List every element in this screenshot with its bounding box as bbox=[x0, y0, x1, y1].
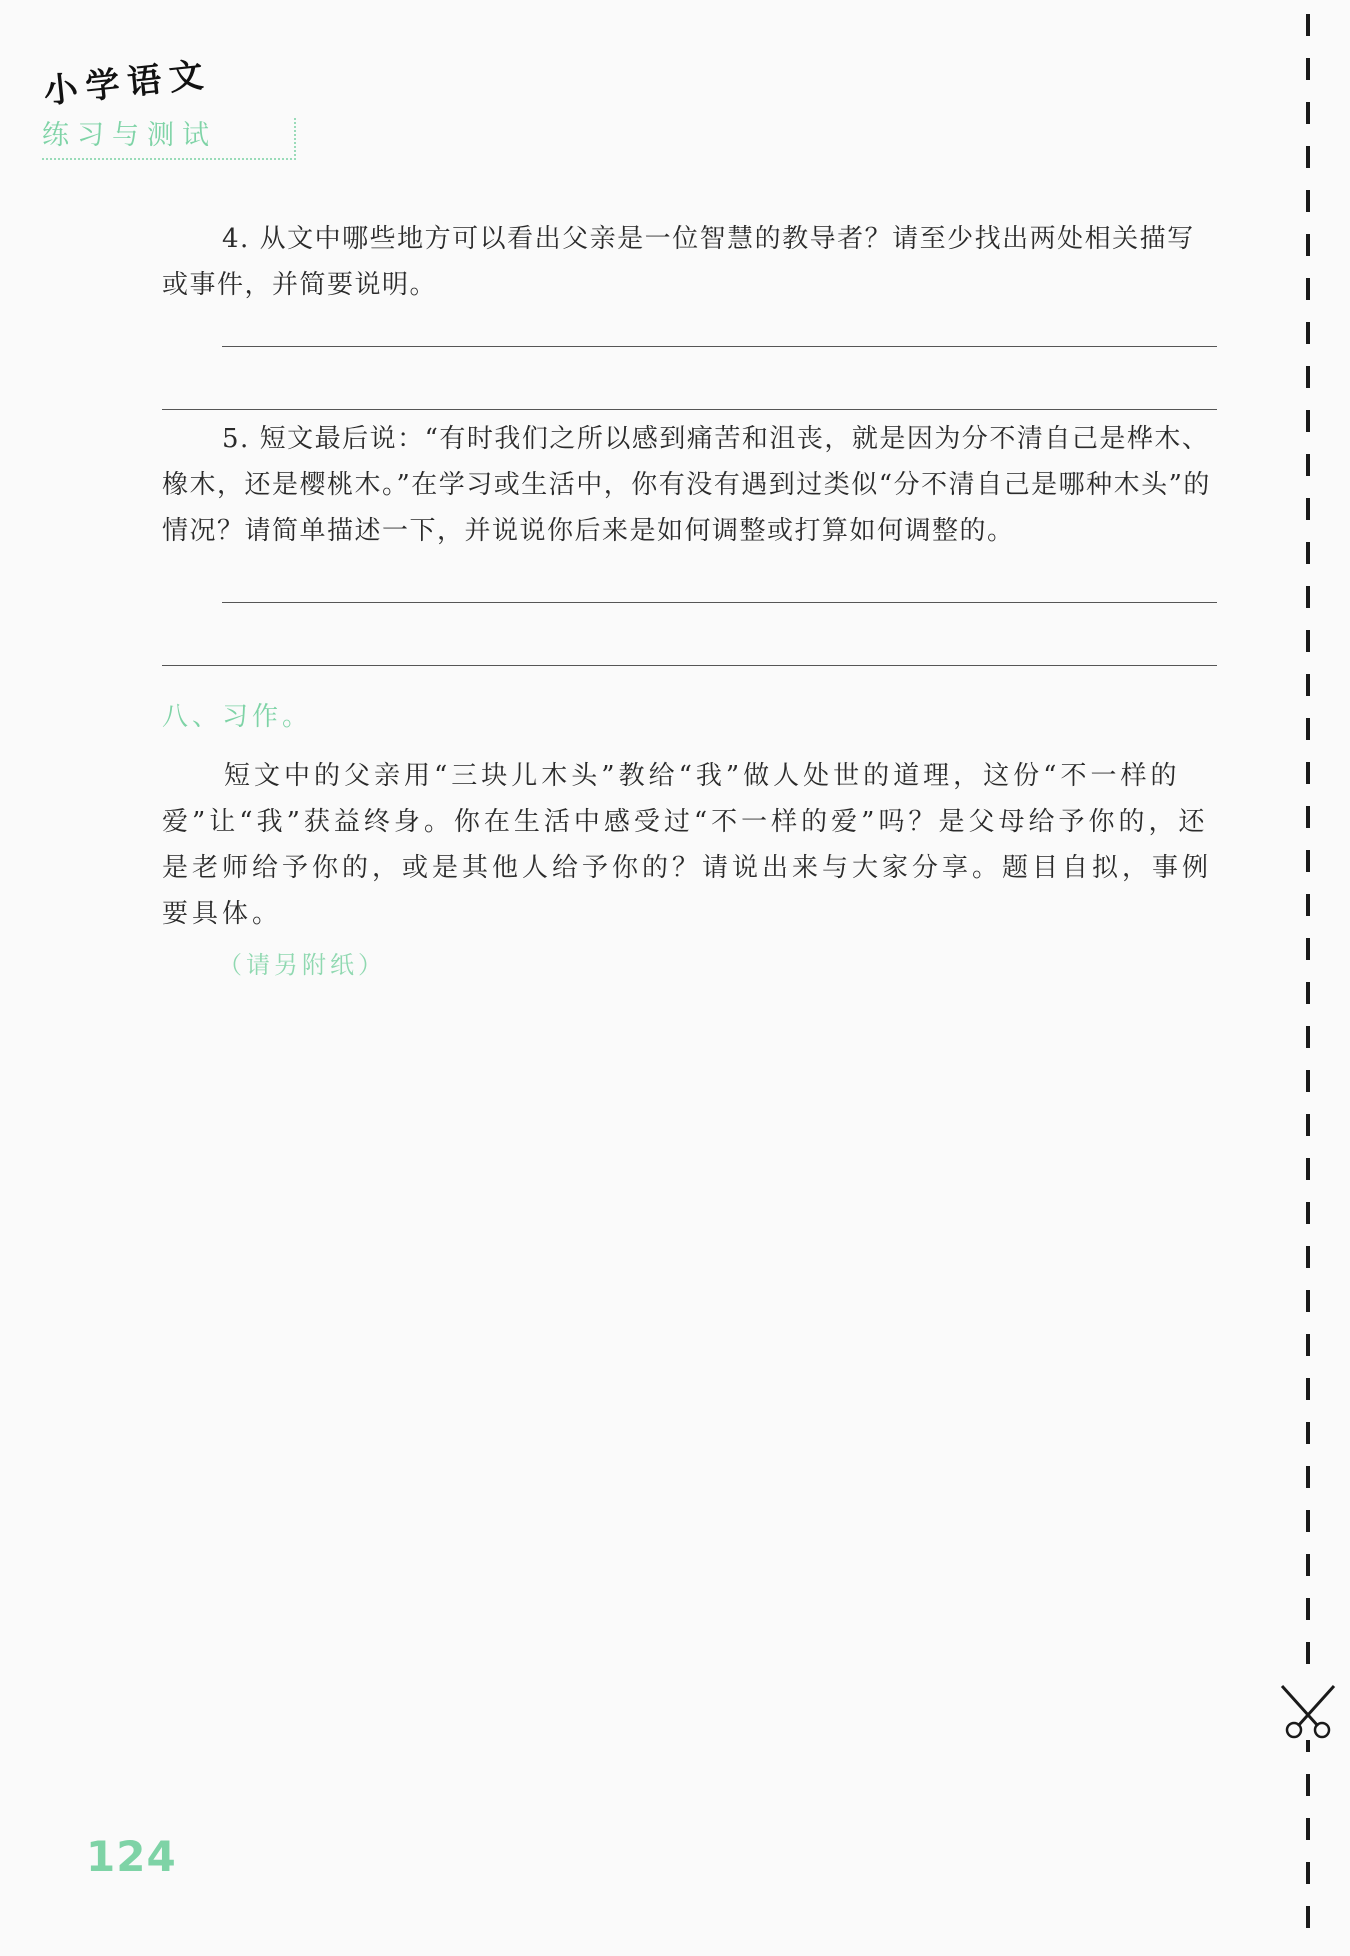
section-heading: 八、习作。 bbox=[162, 702, 313, 732]
cut-line bbox=[1306, 14, 1310, 1944]
attach-paper-note: （请另附纸） bbox=[218, 951, 386, 979]
page-content bbox=[162, 216, 1217, 980]
book-header bbox=[36, 54, 286, 160]
book-subtitle: 练习与测试 bbox=[42, 118, 296, 160]
page-number: 124 bbox=[86, 1832, 177, 1881]
essay-prompt: 短文中的父亲用“三块儿木头”教给“我”做人处世的道理，这份“不一样的爱”让“我”获益终身。你在生活中感受过“不一样的爱”吗？是父母给予你的，还是老师给予你的，或是其他人给予你的？请说出来与大家分享。题目自拟，事例要具体。 bbox=[162, 761, 1213, 929]
scissors-icon bbox=[1278, 1680, 1338, 1740]
book-title: 小学语文 bbox=[41, 54, 214, 112]
question-5: 5. 短文最后说：“有时我们之所以感到痛苦和沮丧，就是因为分不清自己是桦木、橡木，还是樱桃木。”在学习或生活中，你有没有遇到过类似“分不清自己是哪种木头”的情况？请简单描述一下，并说说你后来是如何调整或打算如何调整的。 bbox=[162, 424, 1211, 546]
question-4: 4. 从文中哪些地方可以看出父亲是一位智慧的教导者？请至少找出两处相关描写或事件，并简要说明。 bbox=[162, 224, 1195, 300]
